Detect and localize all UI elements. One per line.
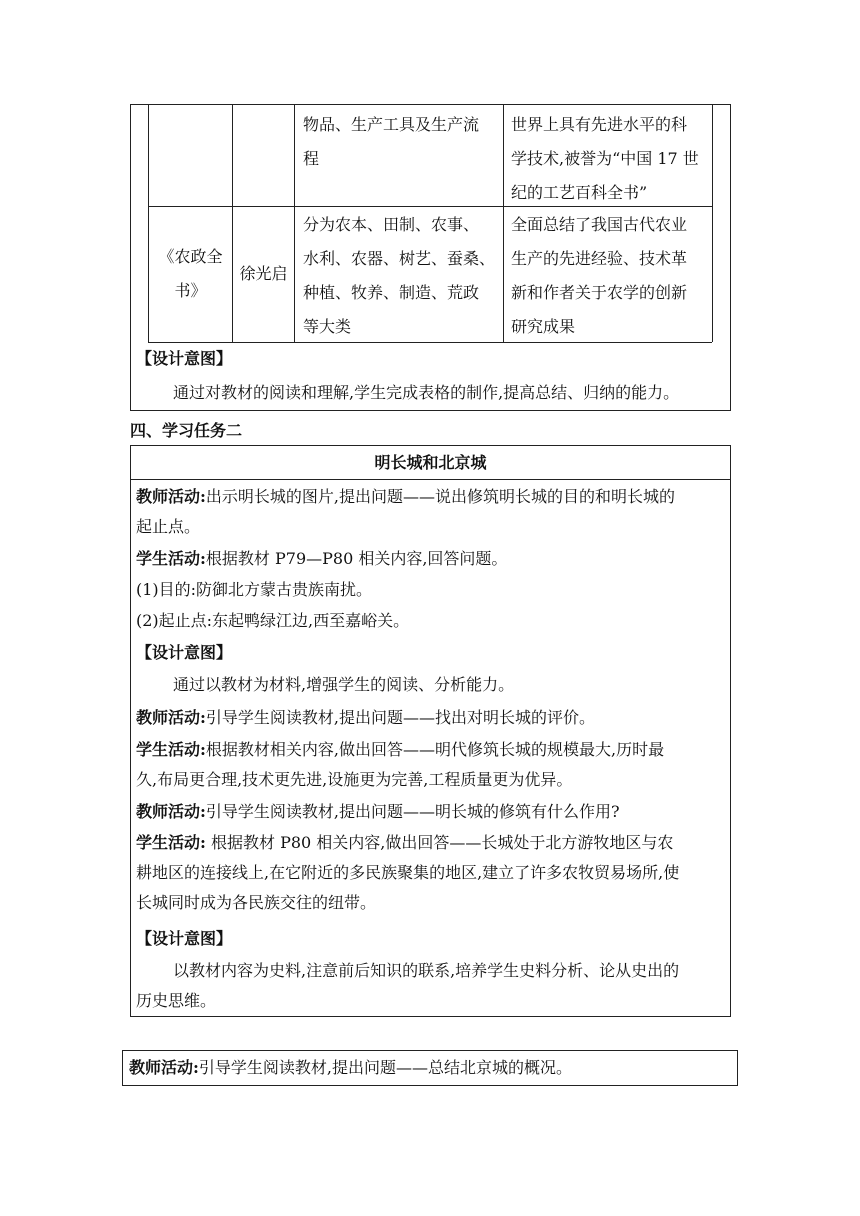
row2-author-cell <box>233 257 294 291</box>
teacher-activity-3 <box>136 797 728 827</box>
student-activity-text-cont: 长城同时成为各民族交往的纽带。 <box>136 893 377 912</box>
answer-purpose: (1)目的:防御北方蒙古贵族南扰。 <box>136 580 373 599</box>
task-title: 明长城和北京城 <box>374 453 487 472</box>
inner-col-divider-1 <box>232 104 233 342</box>
row1-col3-cell <box>303 108 503 176</box>
inner-col-divider-2 <box>294 104 295 342</box>
design-intent-heading: 【设计意图】 <box>136 643 233 662</box>
teacher-activity-text: 引导学生阅读教材,提出问题——总结北京城的概况。 <box>198 1058 573 1077</box>
task-title-divider <box>130 479 731 480</box>
teacher-activity-label: 教师活动: <box>136 802 206 821</box>
student-activity-text: 根据教材 P80 相关内容,做出回答——长城处于北方游牧地区与农 <box>205 833 674 852</box>
student-activity-1 <box>136 544 728 574</box>
teacher-activity-text: 引导学生阅读教材,提出问题——找出对明长城的评价。 <box>205 708 596 727</box>
teacher-activity-text: 引导学生阅读教材,提出问题——明长城的修筑有什么作用? <box>205 802 620 821</box>
row1-col4-cell <box>511 108 711 210</box>
row2-col3-line: 分为农本、田制、农事、 <box>303 215 480 234</box>
student-activity-2 <box>136 735 728 795</box>
teacher-activity-text: 出示明长城的图片,提出问题——说出修筑明长城的目的和明长城的 <box>205 487 676 506</box>
row1-col4-line: 学技术,被誉为“中国 17 世 <box>511 149 699 168</box>
student-activity-text: 根据教材 P79—P80 相关内容,回答问题。 <box>205 549 508 568</box>
author-name: 徐光启 <box>239 264 288 283</box>
book-title-line: 书》 <box>174 281 207 300</box>
row2-col4-line: 生产的先进经验、技术革 <box>511 249 688 268</box>
row1-col4-line: 纪的工艺百科全书” <box>511 183 648 202</box>
student-activity-3 <box>136 828 728 918</box>
bottom-teacher-activity <box>129 1053 572 1083</box>
row2-col4-line: 全面总结了我国古代农业 <box>511 215 688 234</box>
book-title-line: 《农政全 <box>158 247 223 266</box>
student-activity-text: 根据教材相关内容,做出回答——明代修筑长城的规模最大,历时最 <box>205 740 665 759</box>
answer-endpoints: (2)起止点:东起鸭绿江边,西至嘉峪关。 <box>136 611 410 630</box>
row2-col3-cell <box>303 208 503 344</box>
inner-table-right-line <box>712 104 713 342</box>
row1-col3-line: 程 <box>303 149 320 168</box>
row2-col4-cell <box>511 208 711 344</box>
row2-col3-line: 种植、牧养、制造、荒政 <box>303 283 480 302</box>
row2-col4-line: 研究成果 <box>511 317 576 336</box>
row2-col4-line: 新和作者关于农学的创新 <box>511 283 688 302</box>
student-activity-label: 学生活动: <box>136 740 206 759</box>
row2-col3-line: 等大类 <box>303 317 352 336</box>
teacher-activity-label: 教师活动: <box>136 487 206 506</box>
teacher-activity-2 <box>136 703 728 733</box>
teacher-activity-label: 教师活动: <box>129 1058 199 1077</box>
design-intent-text: 通过对教材的阅读和理解,学生完成表格的制作,提高总结、归纳的能力。 <box>173 383 680 402</box>
inner-col-divider-3 <box>503 104 504 342</box>
student-activity-text-cont: 耕地区的连接线上,在它附近的多民族聚集的地区,建立了许多农牧贸易场所,使 <box>136 863 680 882</box>
row1-col3-line: 物品、生产工具及生产流 <box>303 115 480 134</box>
row1-col4-line: 世界上具有先进水平的科 <box>511 115 688 134</box>
design-intent-heading: 【设计意图】 <box>136 929 233 948</box>
design-intent-text: 通过以教材为材料,增强学生的阅读、分析能力。 <box>173 675 515 694</box>
teacher-activity-label: 教师活动: <box>136 708 206 727</box>
design-intent-line: 以教材内容为史料,注意前后知识的联系,培养学生史料分析、论从史出的 <box>173 961 680 980</box>
student-activity-label: 学生活动: <box>136 833 206 852</box>
teacher-activity-text-cont: 起止点。 <box>136 517 201 536</box>
section-heading: 四、学习任务二 <box>130 421 243 440</box>
teacher-activity-1 <box>136 482 728 542</box>
row2-book-title-cell <box>149 240 232 308</box>
design-intent-line: 历史思维。 <box>136 991 217 1010</box>
student-activity-label: 学生活动: <box>136 549 206 568</box>
design-intent-heading: 【设计意图】 <box>136 349 233 368</box>
row2-col3-line: 水利、农器、树艺、蚕桑、 <box>303 249 496 268</box>
design-intent-text <box>136 956 728 1016</box>
student-activity-text-cont: 久,布局更合理,技术更先进,设施更为完善,工程质量更为优异。 <box>136 770 573 789</box>
